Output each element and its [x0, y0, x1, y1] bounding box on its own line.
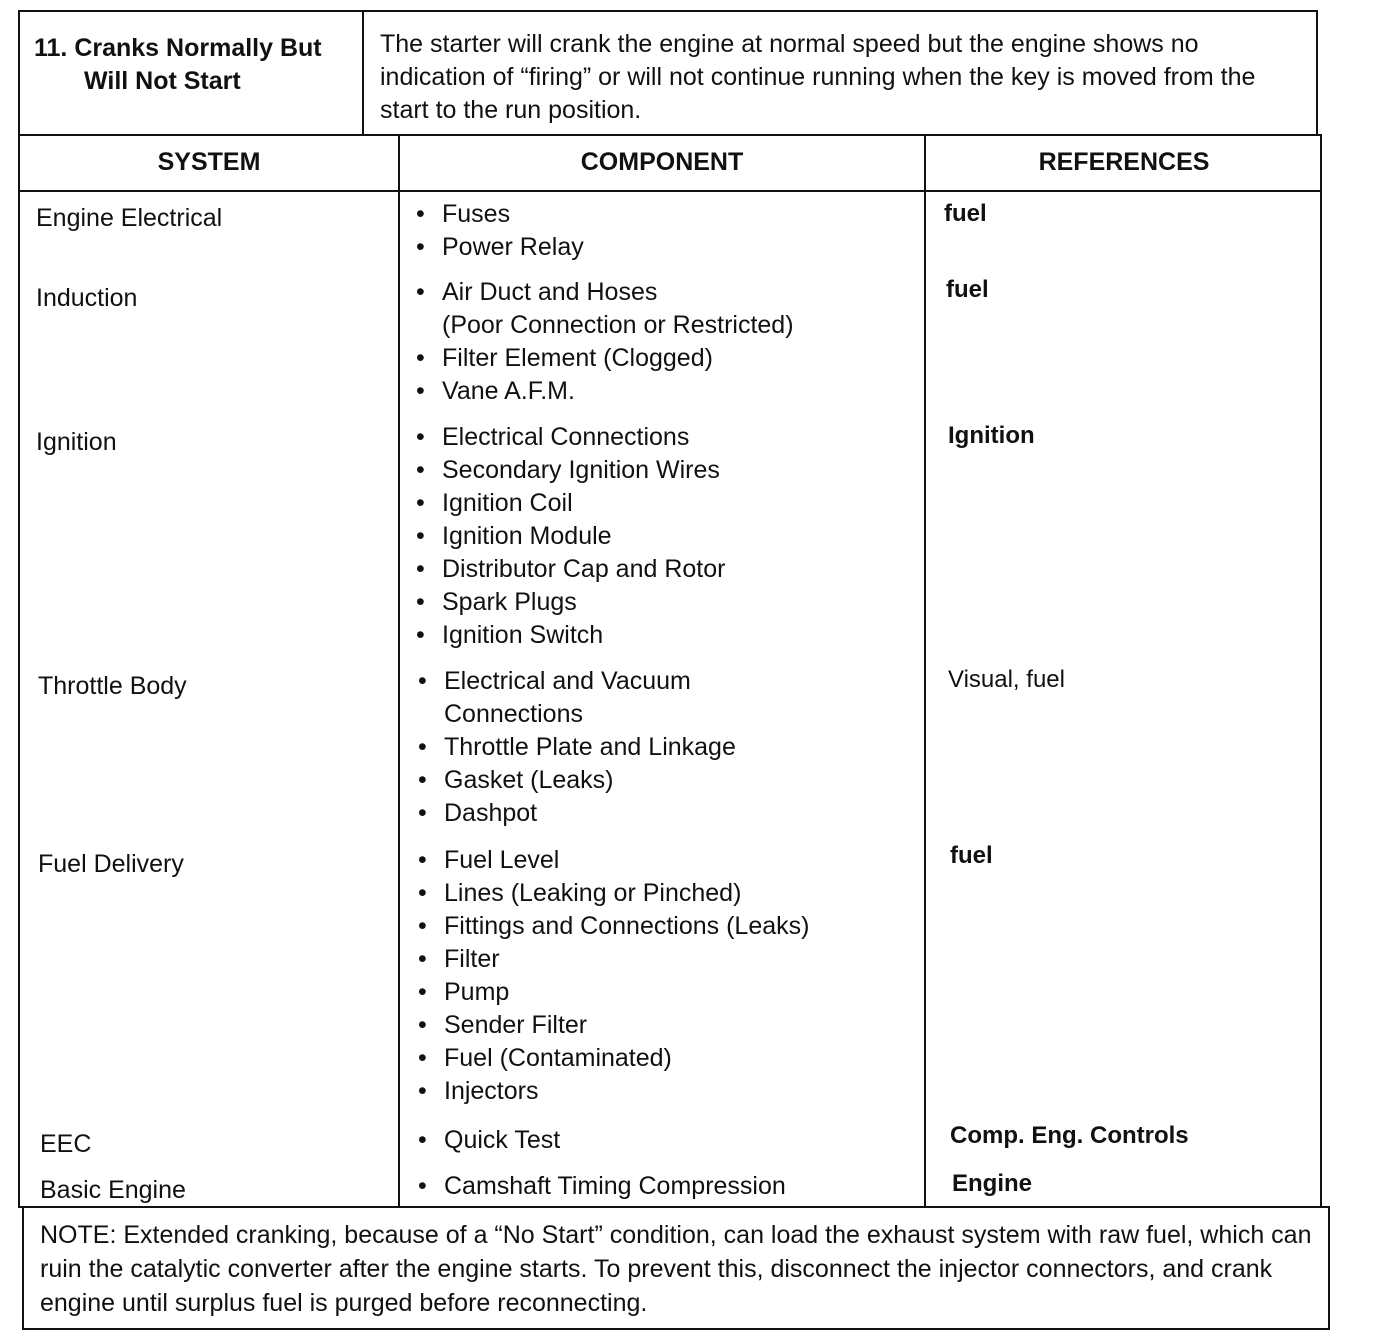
component-item: • Throttle Plate and Linkage	[418, 731, 736, 764]
system-induction: Induction	[36, 284, 138, 312]
system-eec: EEC	[40, 1130, 92, 1158]
condition-description: The starter will crank the engine at normal speed but the engine shows no indication of “firing” or will not continue running when the key is moved from the start to the run position.	[380, 30, 1256, 124]
condition-description-cell	[362, 10, 1318, 136]
system-throttle-body: Throttle Body	[38, 672, 187, 700]
reference-induction: fuel	[946, 276, 989, 303]
column-divider	[398, 136, 400, 1206]
system-ignition: Ignition	[36, 428, 117, 456]
component-list-induction	[416, 276, 794, 408]
note-box	[22, 1206, 1330, 1330]
component-item-continuation: (Poor Connection or Restricted)	[442, 311, 794, 339]
condition-title-line1: 11. Cranks Normally But	[34, 34, 322, 62]
component-item: • Electrical and Vacuum	[418, 665, 736, 698]
component-item: • Distributor Cap and Rotor	[416, 553, 725, 586]
component-item-continuation: Connections	[444, 700, 583, 728]
component-item: • Injectors	[418, 1075, 809, 1108]
note-text: NOTE: Extended cranking, because of a “No Start” condition, can load the exhaust system with raw fuel, which can ruin the catalytic converter after the engine starts. To prevent this, disconnect the injector connectors, and crank engine until surplus fuel is purged before reconnecting.	[40, 1221, 1312, 1317]
condition-title-line2: Will Not Start	[84, 67, 241, 95]
component-item: • Sender Filter	[418, 1009, 809, 1042]
component-item: • Quick Test	[418, 1124, 560, 1157]
component-item: • Vane A.F.M.	[416, 375, 794, 408]
component-list-engine-electrical	[416, 198, 584, 264]
condition-title-cell	[18, 10, 364, 136]
component-item: • Pump	[418, 976, 809, 1009]
component-item: • Air Duct and Hoses	[416, 276, 794, 309]
component-item: • Filter Element (Clogged)	[416, 342, 794, 375]
component-list-fuel-delivery	[418, 844, 809, 1108]
component-item: • Ignition Module	[416, 520, 725, 553]
component-list-ignition	[416, 421, 725, 652]
component-item: • Lines (Leaking or Pinched)	[418, 877, 809, 910]
condition-title	[34, 32, 322, 98]
component-item: • Spark Plugs	[416, 586, 725, 619]
column-header-component: COMPONENT	[580, 148, 744, 176]
component-item: • Gasket (Leaks)	[418, 764, 736, 797]
component-item: • Ignition Coil	[416, 487, 725, 520]
system-fuel-delivery: Fuel Delivery	[38, 850, 184, 878]
reference-throttle-body: Visual, fuel	[948, 666, 1065, 693]
reference-eec: Comp. Eng. Controls	[950, 1122, 1189, 1149]
component-item: • Fittings and Connections (Leaks)	[418, 910, 809, 943]
component-item: • Secondary Ignition Wires	[416, 454, 725, 487]
component-item: • Fuses	[416, 198, 584, 231]
reference-fuel-delivery: fuel	[950, 842, 993, 869]
reference-engine-electrical: fuel	[944, 200, 987, 227]
component-item: • Camshaft Timing Compression	[418, 1170, 786, 1203]
component-item: • Fuel (Contaminated)	[418, 1042, 809, 1075]
column-header-system: SYSTEM	[157, 148, 261, 176]
component-list-basic-engine	[418, 1170, 786, 1203]
component-list-throttle-body	[418, 665, 736, 830]
component-item: • Power Relay	[416, 231, 584, 264]
component-item: • Filter	[418, 943, 809, 976]
system-engine-electrical: Engine Electrical	[36, 204, 223, 232]
reference-basic-engine: Engine	[952, 1170, 1033, 1197]
column-header-references: REFERENCES	[1038, 148, 1210, 176]
component-list-eec	[418, 1124, 560, 1157]
reference-ignition: Ignition	[948, 422, 1035, 449]
component-item: • Fuel Level	[418, 844, 809, 877]
component-item: • Electrical Connections	[416, 421, 725, 454]
diagnosis-table	[18, 134, 1322, 1208]
column-divider	[924, 136, 926, 1206]
component-item: • Dashpot	[418, 797, 736, 830]
system-basic-engine: Basic Engine	[40, 1176, 186, 1204]
component-item: • Ignition Switch	[416, 619, 725, 652]
header-divider	[20, 190, 1320, 192]
